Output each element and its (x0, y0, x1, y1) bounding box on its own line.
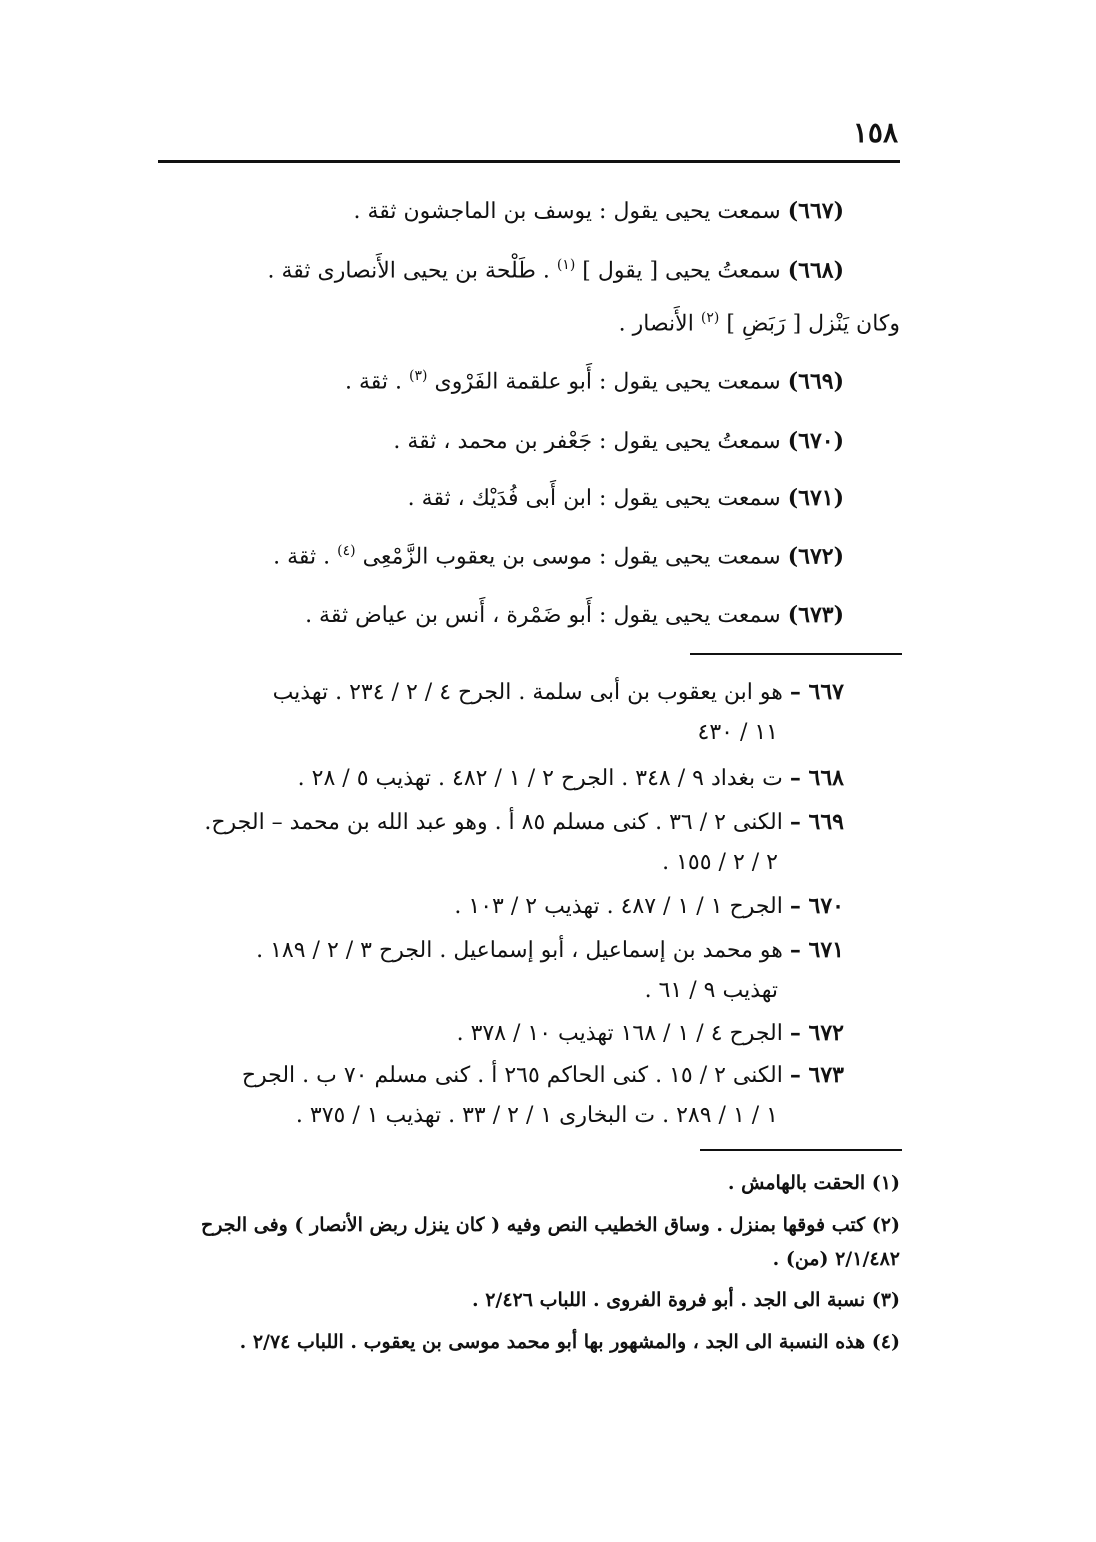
footnote-rule (700, 1149, 902, 1151)
entry-text: سمعتُ يحيى يقول : جَعْفر بن محمد ، ثقة . (393, 429, 781, 454)
footnote-text: الحقت بالهامش . (727, 1172, 866, 1194)
reference-668 (154, 758, 844, 799)
entry-670 (393, 428, 844, 454)
footnote-marker: (٤) (337, 543, 356, 559)
entry-number: (٦٧٠) (787, 428, 844, 454)
entry-text: سمعت يحيى يقول : ابن أَبى فُدَيْك ، ثقة . (407, 486, 781, 511)
entry-number: (٦٦٨) (787, 257, 844, 284)
footnote-2 (155, 1208, 900, 1276)
footnote-text: هذه النسبة الى الجد ، والمشهور بها أبو محمد موسى بن يعقوب . اللباب ٢/٧٤ . (239, 1331, 866, 1353)
entry-text: . ثقة . (344, 369, 402, 395)
reference-text: هو محمد بن إسماعيل ، أبو إسماعيل . الجرح ٣ / ٢ / ١٨٩ . (256, 938, 783, 963)
footnote-4 (155, 1325, 900, 1359)
footnote-number: (٤) (871, 1331, 900, 1353)
entry-number: (٦٦٩) (787, 368, 844, 395)
footnote-number: (٢) (871, 1214, 900, 1236)
reference-number: ٦٦٩ – (789, 809, 844, 835)
section-rule (690, 653, 902, 655)
reference-text: ٢ / ٢ / ١٥٥ . (662, 850, 778, 875)
entry-number: (٦٧١) (787, 485, 844, 511)
entry-667 (353, 198, 844, 224)
reference-text: تهذيب ٩ / ٦١ . (644, 978, 778, 1003)
reference-text: الكنى ٢ / ٣٦ . كنى مسلم ٨٥ أ . وهو عبد الله بن محمد – الجرح. (204, 810, 783, 835)
entry-text: سمعت يحيى يقول : أَبو علقمة الفَرْوى (434, 369, 781, 395)
footnote-marker: (٢) (700, 310, 720, 326)
entry-number: (٦٧٢) (787, 543, 844, 570)
entry-text: سمعت يحيى يقول : أَبو ضَمْرة ، أَنس بن عياض ثقة . (305, 603, 781, 628)
footnote-number: (١) (871, 1172, 900, 1194)
reference-text: ١١ / ٤٣٠ (697, 720, 778, 745)
reference-673 (154, 1055, 844, 1136)
footnote-marker: (٣) (409, 368, 428, 384)
page-number: ١٥٨ (852, 116, 898, 149)
entry-672 (273, 543, 844, 569)
entry-number: (٦٦٧) (787, 198, 844, 224)
footnote-text: كتب فوقها بمنزل . وساق الخطيب النص وفيه ( كان ينزل ربض الأنصار ) وفى الجرح ٢/١/٤٨٢ (من) . (201, 1214, 900, 1270)
reference-text: ت بغداد ٩ / ٣٤٨ . الجرح ٢ / ١ / ٤٨٢ . تهذيب ٥ / ٢٨ . (297, 766, 783, 791)
header-rule (158, 160, 900, 163)
reference-number: ٦٧١ – (789, 937, 844, 963)
footnote-3 (155, 1283, 900, 1317)
entry-text: وكان يَنْزل [ رَبَضِ ] (726, 311, 900, 337)
entry-number: (٦٧٣) (787, 602, 844, 628)
reference-text: ١ / ١ / ٢٨٩ . ت البخارى ١ / ٢ / ٣٣ . تهذيب ١ / ٣٧٥ . (295, 1103, 778, 1128)
reference-text: الكنى ٢ / ١٥ . كنى الحاكم ٢٦٥ أ . كنى مسلم ٧٠ ب . الجرح (241, 1063, 783, 1088)
entry-text: . ثقة . (273, 544, 331, 570)
reference-text: هو ابن يعقوب بن أبى سلمة . الجرح ٤ / ٢ / ٢٣٤ . تهذيب (272, 680, 783, 705)
reference-669 (154, 802, 844, 883)
entry-669 (345, 368, 844, 394)
reference-number: ٦٧٣ – (789, 1062, 844, 1088)
entry-668-continuation (619, 310, 900, 336)
reference-number: ٦٦٨ – (789, 765, 844, 791)
footnote-1 (155, 1166, 900, 1200)
footnote-marker: (١) (556, 257, 576, 273)
reference-670 (154, 886, 844, 927)
entry-text: . طَلْحة بن يحيى الأَنصارى ثقة . (267, 258, 550, 284)
reference-number: ٦٧٢ – (789, 1020, 844, 1046)
reference-672 (154, 1013, 844, 1054)
entry-text: سمعت يحيى يقول : يوسف بن الماجشون ثقة . (353, 199, 781, 224)
entry-671 (408, 485, 844, 511)
entry-668 (267, 257, 844, 283)
footnote-number: (٣) (871, 1289, 900, 1311)
entry-673 (305, 602, 844, 628)
footnote-text: نسبة الى الجد . أبو فروة الفروى . اللباب ٢/٤٢٦ . (471, 1289, 866, 1311)
entry-text: سمعتُ يحيى [ يقول ] (582, 258, 781, 284)
reference-text: الجرح ٤ / ١ / ١٦٨ تهذيب ١٠ / ٣٧٨ . (456, 1021, 783, 1046)
entry-text: سمعت يحيى يقول : موسى بن يعقوب الزَّمْعِى (362, 544, 781, 570)
reference-text: الجرح ١ / ١ / ٤٨٧ . تهذيب ٢ / ١٠٣ . (454, 894, 783, 919)
reference-671 (154, 930, 844, 1011)
reference-number: ٦٧٠ – (789, 893, 844, 919)
entry-text: الأَنصار . (618, 311, 694, 337)
reference-number: ٦٦٧ – (789, 679, 844, 705)
reference-667 (154, 672, 844, 753)
